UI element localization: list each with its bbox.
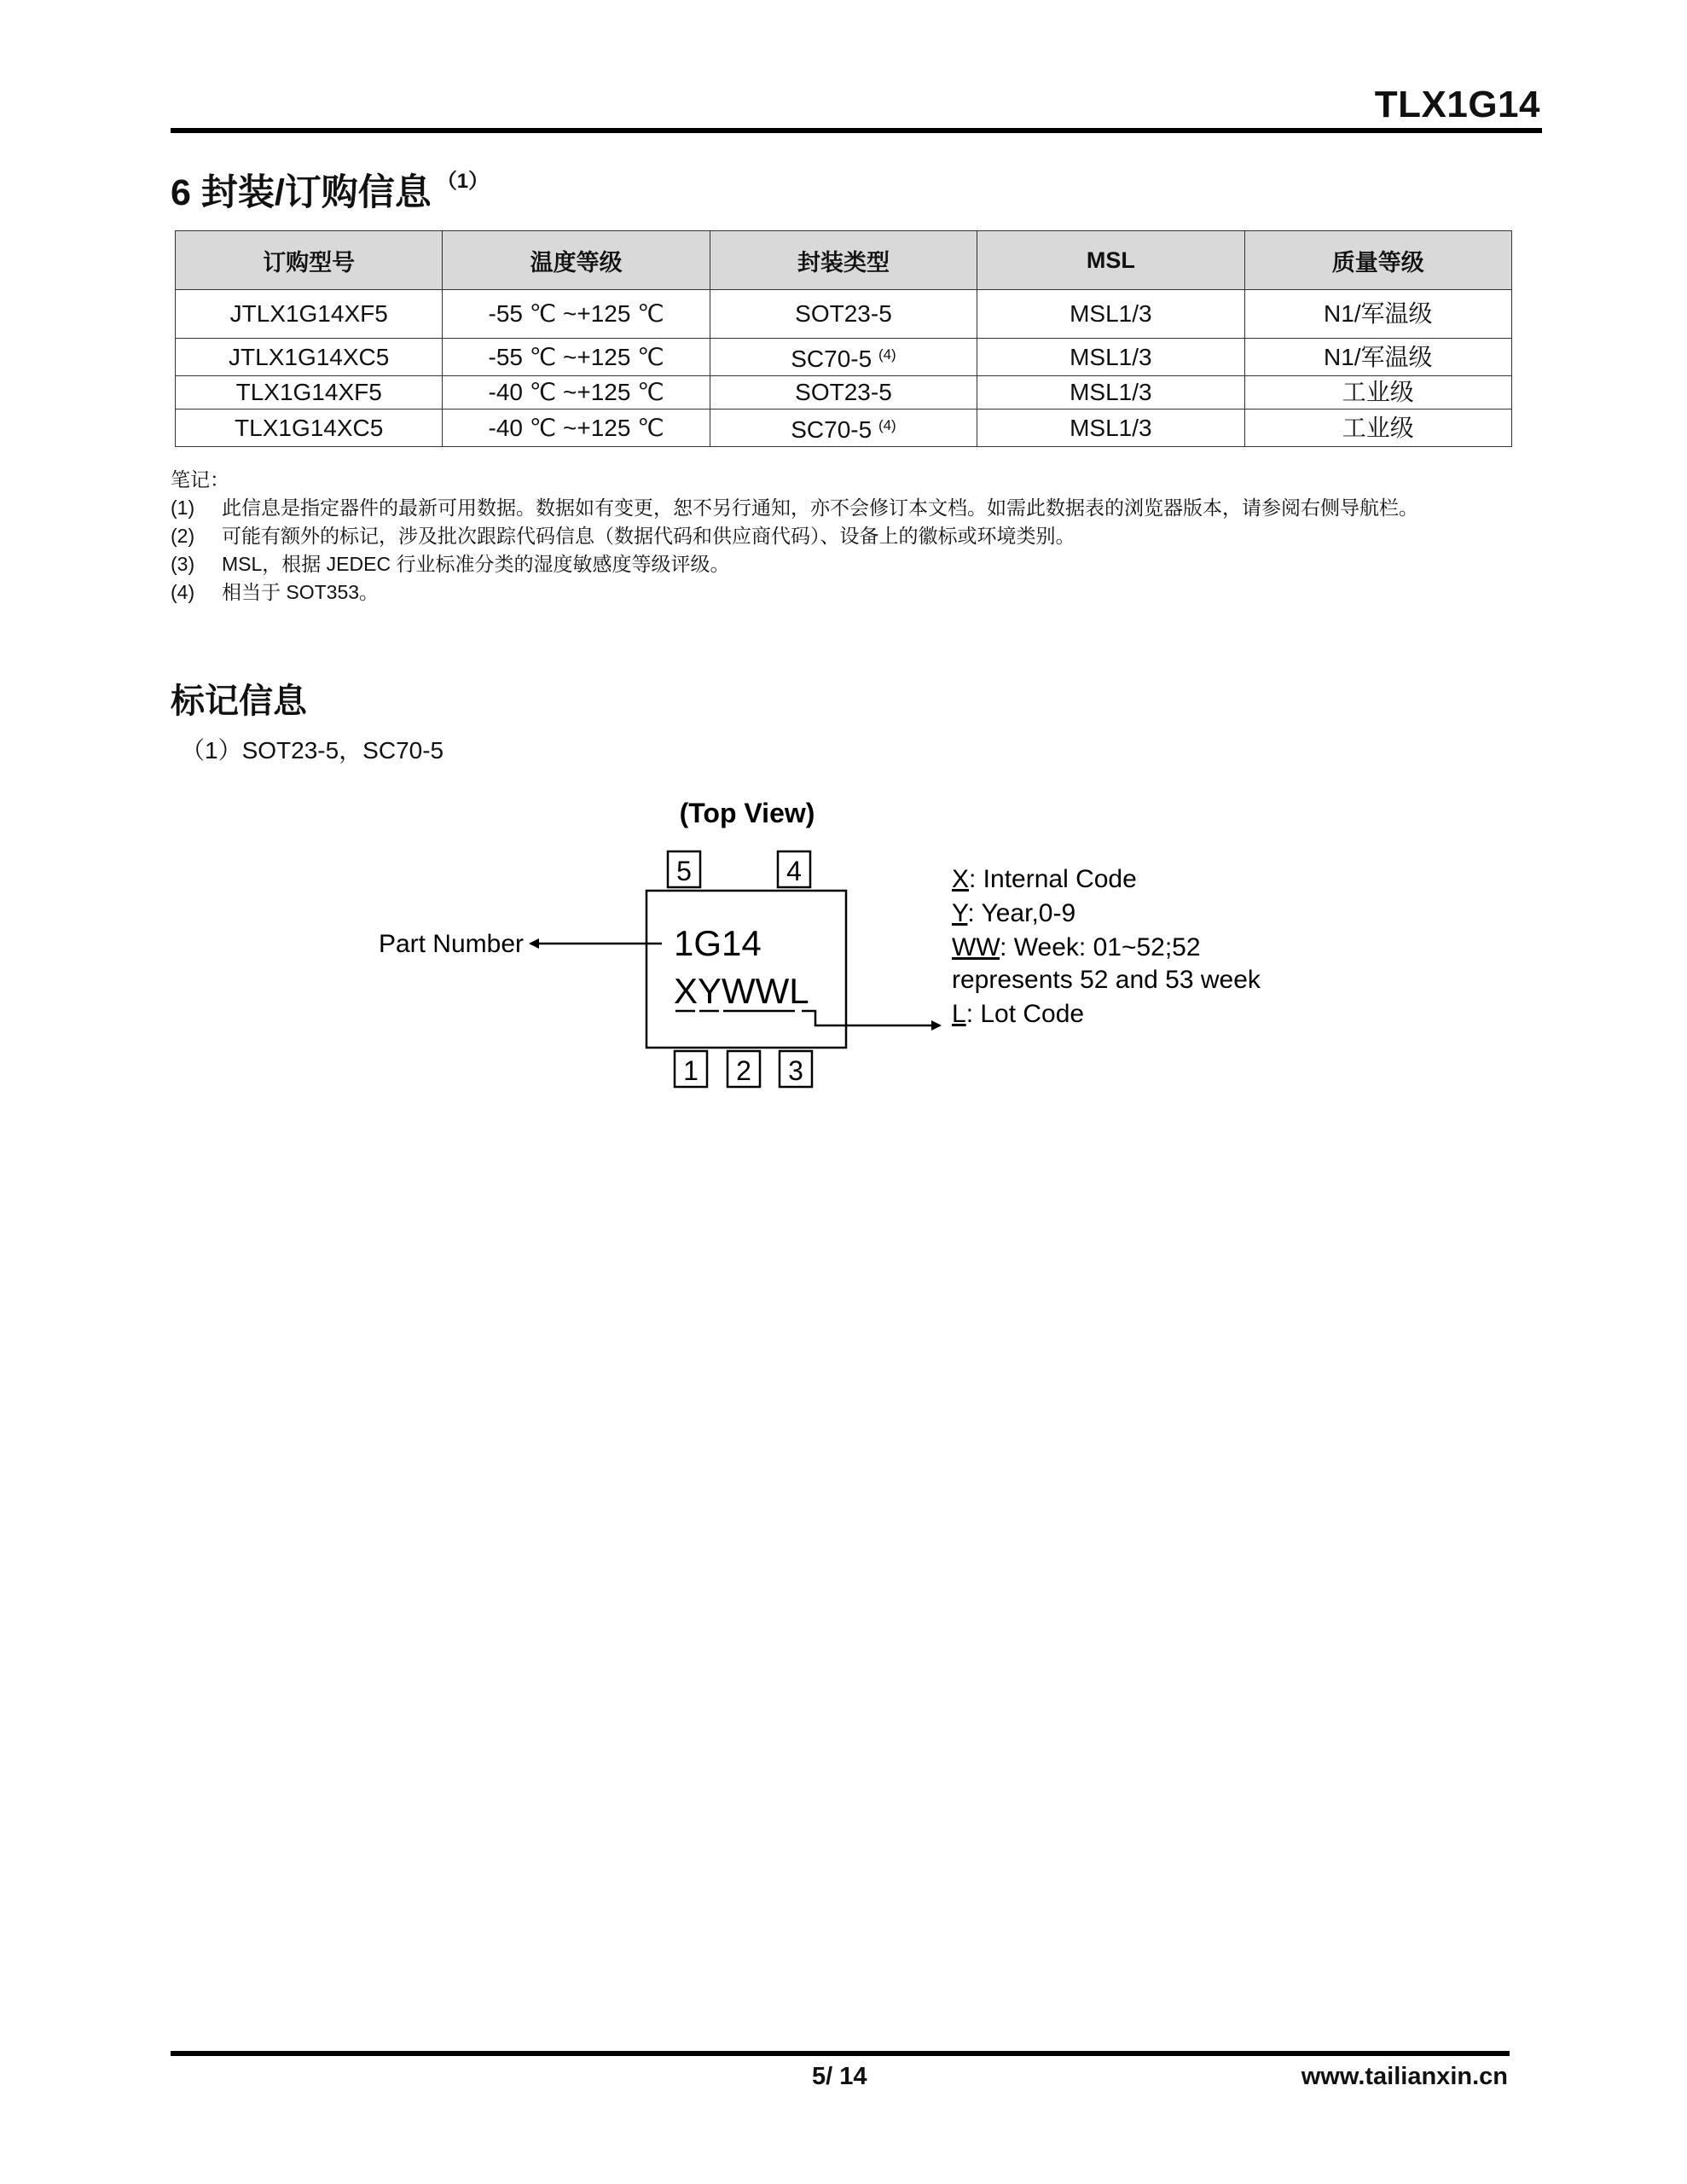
note-number: (1) [171, 497, 195, 519]
pin-4-label: 4 [786, 856, 802, 886]
legend-x [952, 865, 1137, 893]
website-link[interactable]: www.tailianxin.cn [1301, 2063, 1508, 2090]
cell-temp: -55 ℃ ~+125 ℃ [443, 339, 710, 376]
marking-line-1: 1G14 [674, 923, 762, 963]
cell-temp: -55 ℃ ~+125 ℃ [443, 290, 710, 339]
page-number: 5/ 14 [812, 2063, 867, 2090]
header-temp: 温度等级 [443, 231, 710, 290]
marking-legend [952, 865, 1261, 1028]
cell-model: TLX1G14XC5 [176, 410, 443, 447]
cell-msl: MSL1/3 [977, 410, 1244, 447]
legend-x-text: : Internal Code [969, 865, 1137, 893]
note-text: 此信息是指定器件的最新可用数据。数据如有变更，恕不另行通知，亦不会修订本文档。如需此数据表的浏览器版本，请参阅右侧导航栏。 [222, 497, 1418, 519]
section-title-footnote: （1） [436, 170, 490, 193]
header-model: 订购型号 [176, 231, 443, 290]
header-grade: 质量等级 [1244, 231, 1511, 290]
note-text: 相当于 SOT353。 [222, 581, 380, 603]
package-name: SC70-5 [791, 346, 872, 372]
cell-grade: 工业级 [1244, 376, 1511, 410]
package-name: SOT23-5 [795, 300, 892, 327]
cell-msl: MSL1/3 [977, 290, 1244, 339]
cell-grade: N1/军温级 [1244, 339, 1511, 376]
package-name: SOT23-5 [795, 379, 892, 405]
cell-msl: MSL1/3 [977, 376, 1244, 410]
header-msl: MSL [977, 231, 1244, 290]
package-name: SC70-5 [791, 416, 872, 443]
marking-title: 标记信息 [171, 682, 307, 720]
notes-heading: 笔记： [171, 468, 229, 491]
note-number: (4) [171, 581, 195, 603]
cell-temp: -40 ℃ ~+125 ℃ [443, 410, 710, 447]
header-package: 封装类型 [710, 231, 977, 290]
legend-l [952, 1000, 1084, 1028]
cell-model: JTLX1G14XF5 [176, 290, 443, 339]
note-number: (2) [171, 525, 195, 547]
header-part-number: TLX1G14 [1374, 84, 1540, 125]
part-number-label: Part Number [378, 930, 524, 958]
legend-y-key: Y [952, 899, 968, 927]
cell-model: JTLX1G14XC5 [176, 339, 443, 376]
cell-msl: MSL1/3 [977, 339, 1244, 376]
legend-ww [952, 933, 1201, 961]
legend-y [952, 899, 1075, 927]
cell-model: TLX1G14XF5 [176, 376, 443, 410]
legend-ww-text: : Week: 01~52;52 [1000, 933, 1201, 961]
cell-grade: 工业级 [1244, 410, 1511, 447]
package-footnote: (4) [878, 417, 896, 433]
pin-5-label: 5 [676, 856, 692, 886]
legend-ww-continued: represents 52 and 53 week [952, 966, 1261, 994]
pin-2-label: 2 [736, 1055, 751, 1086]
pin-1-label: 1 [683, 1055, 699, 1086]
package-footnote: (4) [878, 346, 896, 363]
legend-l-text: : Lot Code [965, 1000, 1085, 1028]
top-view-label: (Top View) [679, 798, 815, 828]
legend-l-key: L [952, 1000, 966, 1028]
marking-package-line: （1）SOT23-5，SC70-5 [181, 737, 444, 764]
pin-3-label: 3 [788, 1055, 803, 1086]
cell-grade: N1/军温级 [1244, 290, 1511, 339]
note-text: MSL，根据 JEDEC 行业标准分类的湿度敏感度等级评级。 [222, 553, 730, 575]
marking-line-2: XYWWL [674, 971, 809, 1011]
cell-temp: -40 ℃ ~+125 ℃ [443, 376, 710, 410]
legend-x-key: X [952, 865, 970, 893]
section-title-text: 6 封装/订购信息 [171, 172, 432, 213]
note-number: (3) [171, 553, 195, 575]
note-text: 可能有额外的标记，涉及批次跟踪代码信息（数据代码和供应商代码）、设备上的徽标或环境类别。 [222, 525, 1075, 547]
footer-divider [171, 2051, 1510, 2056]
legend-ww-key: WW [952, 933, 1000, 961]
legend-y-text: : Year,0-9 [967, 899, 1076, 927]
